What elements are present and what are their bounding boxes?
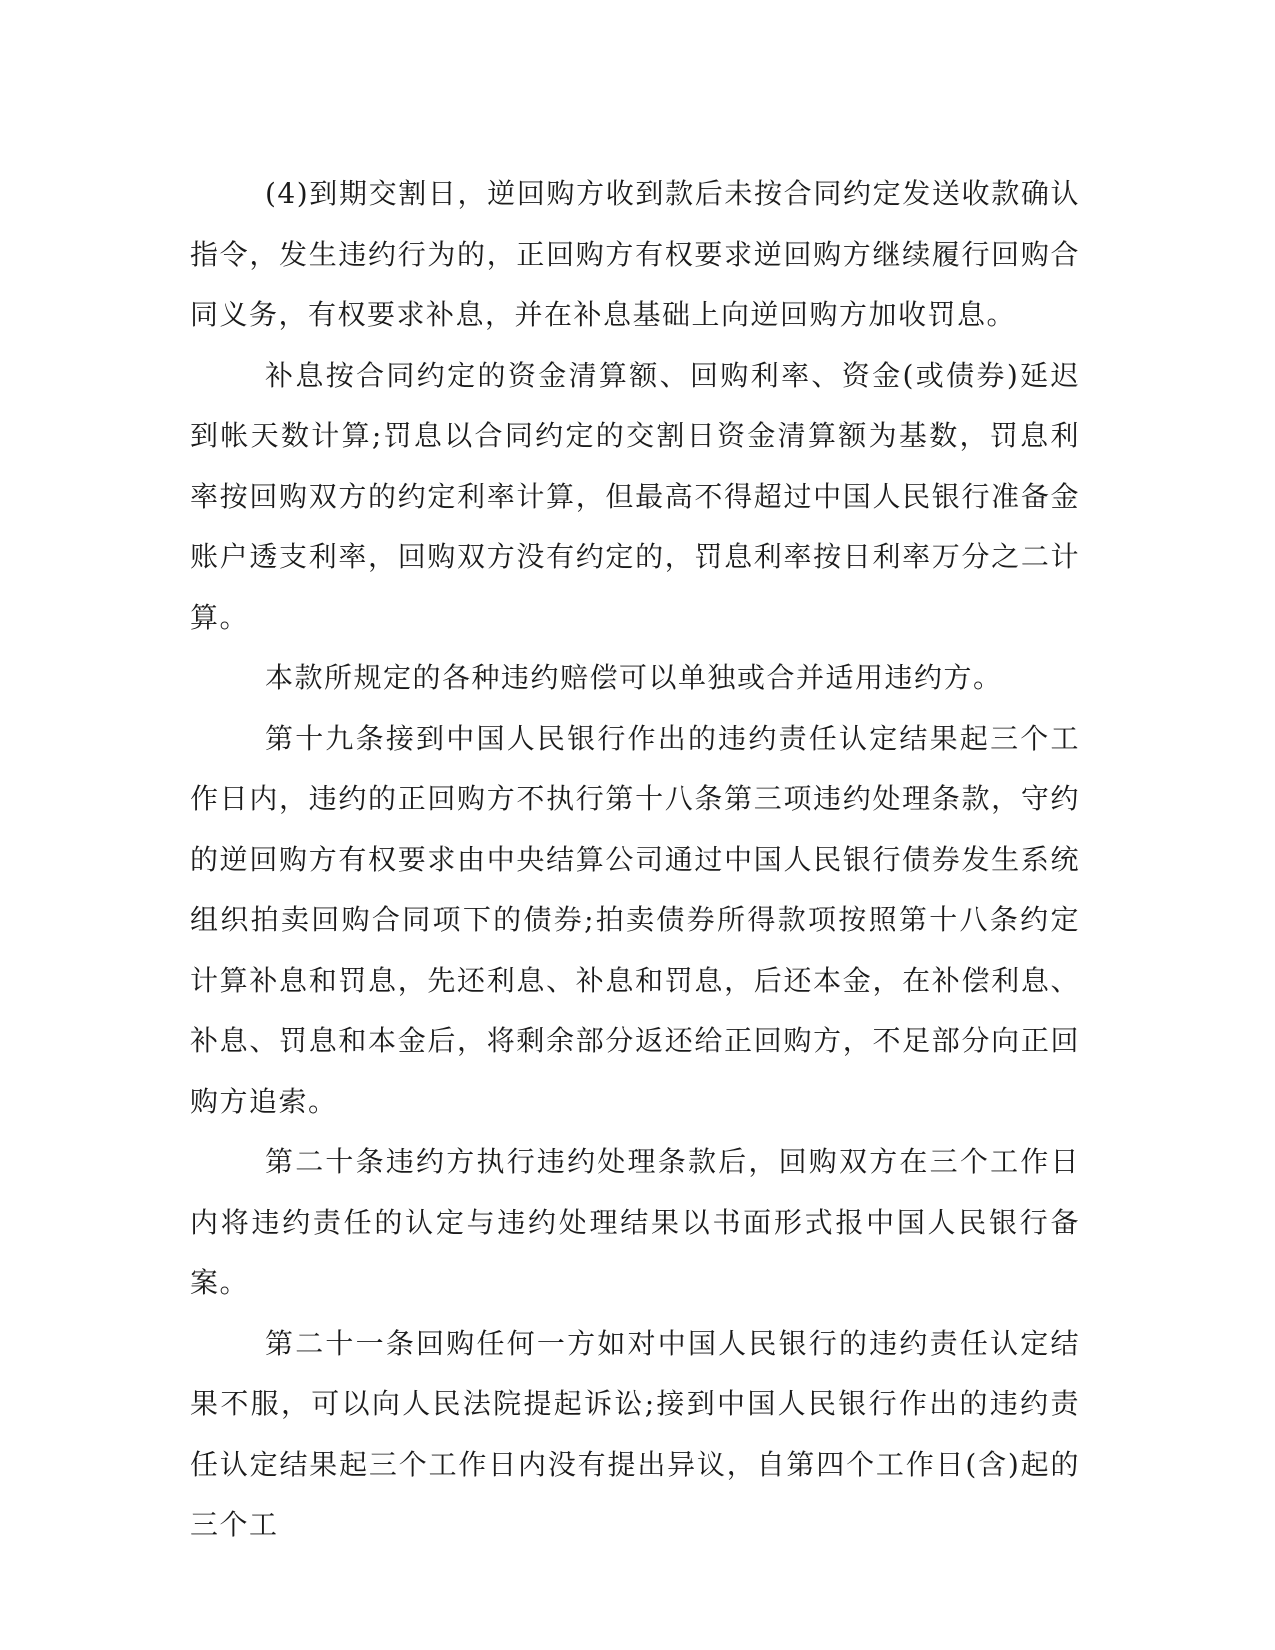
paragraph-article-20: 第二十条违约方执行违约处理条款后，回购双方在三个工作日内将违约责任的认定与违约处理结果以书面形式报中国人民银行备案。 xyxy=(190,1145,1080,1299)
paragraph-article-19: 第十九条接到中国人民银行作出的违约责任认定结果起三个工作日内，违约的正回购方不执行第十八条第三项违约处理条款，守约的逆回购方有权要求由中央结算公司通过中国人民银行债券发生系统组织拍卖回购合同项下的债券;拍卖债券所得款项按照第十八条约定计算补息和罚息，先还利息、补息和罚息，后还本金，在补偿利息、补息、罚息和本金后，将剩余部分返还给正回购方，不足部分向正回购方追索。 xyxy=(190,721,1080,1118)
document-body xyxy=(190,164,1080,1556)
paragraph-interest-calculation: 补息按合同约定的资金清算额、回购利率、资金(或债券)延迟到帐天数计算;罚息以合同约定的交割日资金清算额为基数，罚息利率按回购双方的约定利率计算，但最高不得超过中国人民银行准备金账户透支利率，回购双方没有约定的，罚息利率按日利率万分之二计算。 xyxy=(190,358,1080,634)
paragraph-compensation-applicability: 本款所规定的各种违约赔偿可以单独或合并适用违约方。 xyxy=(265,661,1003,694)
paragraph-default-on-receipt-confirmation: (4)到期交割日，逆回购方收到款后未按合同约定发送收款确认指令，发生违约行为的，正回购方有权要求逆回购方继续履行回购合同义务，有权要求补息，并在补息基础上向逆回购方加收罚息。 xyxy=(190,177,1080,331)
paragraph-article-21: 第二十一条回购任何一方如对中国人民银行的违约责任认定结果不服，可以向人民法院提起诉讼;接到中国人民银行作出的违约责任认定结果起三个工作日内没有提出异议，自第四个工作日(含)起的三个工 xyxy=(190,1326,1080,1541)
